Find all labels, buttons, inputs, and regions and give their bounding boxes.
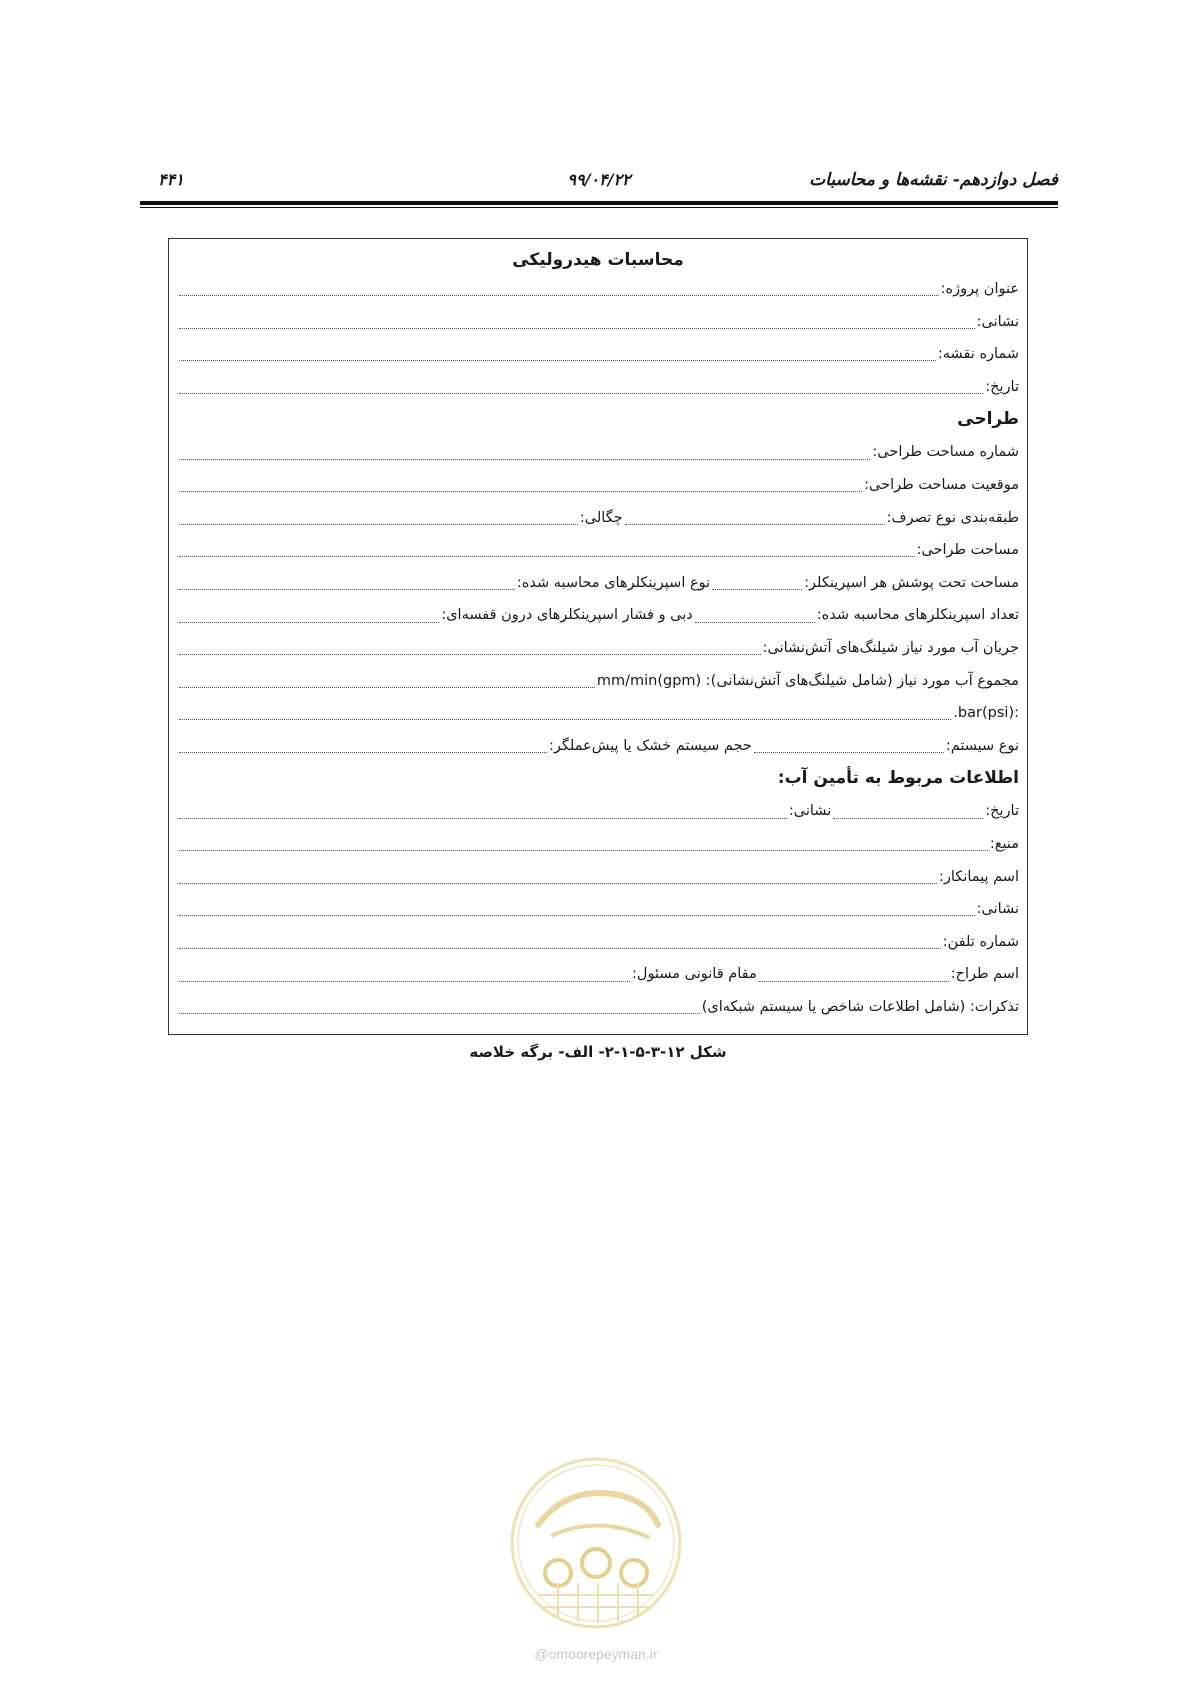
ws-date-line xyxy=(177,795,1019,828)
contractor-address-label: نشانی: xyxy=(976,901,1019,918)
watermark-url: @omoorepeyman.ir xyxy=(534,1646,658,1662)
notes-field[interactable] xyxy=(179,1012,700,1014)
coverage-area-field[interactable] xyxy=(712,588,802,590)
contractor-name-line xyxy=(177,861,1019,894)
header-rule-thin xyxy=(140,207,1058,208)
contractor-name-label: اسم پیمانکار: xyxy=(939,868,1019,885)
ws-address-label: نشانی: xyxy=(788,803,832,820)
sprinkler-count-label: تعداد اسپرینکلرهای محاسبه شده: xyxy=(816,607,1019,624)
system-type-line xyxy=(177,730,1019,763)
address-label: نشانی: xyxy=(976,313,1019,330)
sprinkler-type-field[interactable] xyxy=(179,588,515,590)
address-line xyxy=(177,306,1019,339)
design-area-number-line xyxy=(177,436,1019,469)
sprinkler-type-label: نوع اسپرینکلرهای محاسبه شده: xyxy=(516,574,711,591)
source-line xyxy=(177,828,1019,861)
header-date: ۹۹/۰۴/۲۲ xyxy=(567,170,631,189)
water-supply-heading: اطلاعات مربوط به تأمین آب: xyxy=(777,768,1019,789)
ws-date-field[interactable] xyxy=(833,817,983,819)
sprinkler-count-field[interactable] xyxy=(695,621,815,623)
total-water-field[interactable] xyxy=(179,686,595,688)
design-heading: طراحی xyxy=(957,409,1019,430)
contractor-address-line xyxy=(177,893,1019,926)
date-label: تاریخ: xyxy=(985,378,1019,395)
phone-label: شماره تلفن: xyxy=(942,933,1019,950)
design-area-field[interactable] xyxy=(179,555,915,557)
hose-flow-label: جریان آب مورد نیاز شیلنگ‌های آتش‌نشانی: xyxy=(762,639,1019,656)
dry-volume-field[interactable] xyxy=(179,751,547,753)
figure-caption: شکل ۱۲-۳-۵-۱-۲- الف- برگه خلاصه xyxy=(469,1043,727,1061)
total-water-label: مجموع آب مورد نیاز (شامل شیلنگ‌های آتش‌نشانی): (gpm)mm/min xyxy=(596,672,1019,689)
drawing-number-label: شماره نقشه: xyxy=(937,346,1019,363)
occupancy-class-field[interactable] xyxy=(625,523,885,525)
notes-label: تذکرات: (شامل اطلاعات شاخص یا سیستم شبکه‌ای) xyxy=(701,998,1019,1015)
source-field[interactable] xyxy=(179,849,988,851)
notes-line xyxy=(177,991,1019,1024)
density-label: چگالی: xyxy=(579,509,623,526)
dry-volume-label: حجم سیستم خشک یا پیش‌عملگر: xyxy=(548,737,752,754)
design-area-label: مساحت طراحی: xyxy=(916,542,1019,559)
coverage-area-line xyxy=(177,567,1019,600)
hydraulic-calculation-form xyxy=(168,238,1028,1035)
phone-field[interactable] xyxy=(179,947,941,949)
hose-flow-line xyxy=(177,632,1019,665)
sprinkler-count-line xyxy=(177,599,1019,632)
pressure-unit-label: :(psi)bar. xyxy=(953,705,1019,722)
design-area-number-field[interactable] xyxy=(179,458,870,460)
system-type-field[interactable] xyxy=(754,751,944,753)
density-field[interactable] xyxy=(179,523,578,525)
rack-flow-field[interactable] xyxy=(179,621,439,623)
total-water-line xyxy=(177,665,1019,698)
system-type-label: نوع سیستم: xyxy=(945,737,1019,754)
project-title-label: عنوان پروژه: xyxy=(940,281,1019,297)
occupancy-class-label: طبقه‌بندی نوع تصرف: xyxy=(886,509,1019,526)
pressure-field[interactable] xyxy=(179,718,951,720)
project-title-field[interactable] xyxy=(179,294,939,296)
phone-line xyxy=(177,926,1019,959)
designer-name-field[interactable] xyxy=(759,980,949,982)
drawing-number-line xyxy=(177,338,1019,371)
design-area-number-label: شماره مساحت طراحی: xyxy=(872,444,1019,461)
rack-flow-label: دبی و فشار اسپرینکلرهای درون قفسه‌ای: xyxy=(441,607,693,624)
design-area-line xyxy=(177,534,1019,567)
date-field[interactable] xyxy=(179,392,983,394)
address-field[interactable] xyxy=(179,327,975,329)
hose-flow-field[interactable] xyxy=(179,653,761,655)
authority-label: مقام قانونی مسئول: xyxy=(632,966,757,983)
designer-name-label: اسم طراح: xyxy=(950,966,1019,983)
page-header xyxy=(140,170,1058,200)
contractor-name-field[interactable] xyxy=(179,882,937,884)
source-label: منبع: xyxy=(989,835,1019,852)
occupancy-class-line xyxy=(177,502,1019,535)
designer-line xyxy=(177,958,1019,991)
pressure-line xyxy=(177,697,1019,730)
chapter-title: فصل دوازدهم- نقشه‌ها و محاسبات xyxy=(809,170,1058,190)
ws-date-label: تاریخ: xyxy=(985,803,1019,820)
form-title: محاسبات هیدرولیکی xyxy=(512,250,684,270)
header-rule-thick xyxy=(140,201,1058,205)
authority-field[interactable] xyxy=(179,980,630,982)
project-title-line xyxy=(177,273,1019,306)
contractor-address-field[interactable] xyxy=(179,914,975,916)
design-area-location-line xyxy=(177,469,1019,502)
design-area-location-label: موقعیت مساحت طراحی: xyxy=(864,476,1019,493)
ws-address-field[interactable] xyxy=(179,817,787,819)
watermark-logo xyxy=(508,1455,684,1631)
drawing-number-field[interactable] xyxy=(179,359,936,361)
date-line xyxy=(177,371,1019,404)
design-area-location-field[interactable] xyxy=(179,490,862,492)
page-number: ۴۴۱ xyxy=(158,170,184,189)
coverage-area-label: مساحت تحت پوشش هر اسپرینکلر: xyxy=(804,574,1019,591)
